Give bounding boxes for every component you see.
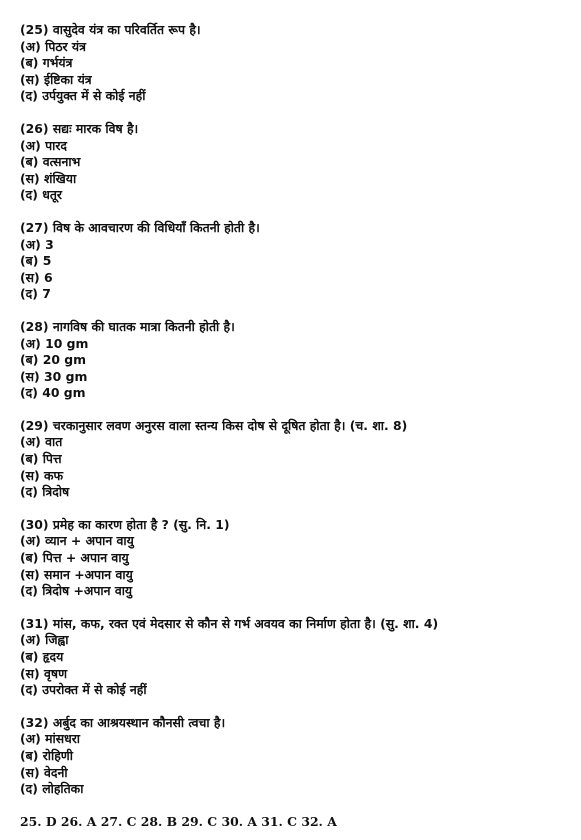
option-c: (स) ईष्टिका यंत्र	[20, 71, 92, 87]
question-text: (26) सद्यः मारक विष है।	[20, 120, 139, 136]
question-text: (30) प्रमेह का कारण होता है ? (सु. नि. 1)	[20, 516, 230, 532]
question-26	[20, 121, 570, 204]
question-27	[20, 220, 570, 303]
option-c: (स) वेदनी	[20, 764, 68, 780]
question-31	[20, 616, 570, 699]
question-text: (27) विष के आवचारण की विधियाँ कितनी होती है।	[20, 219, 260, 235]
question-32	[20, 715, 570, 798]
option-c: (स) वृषण	[20, 665, 68, 681]
option-d: (द) धतूर	[20, 187, 62, 203]
option-c: (स) समान +अपान वायु	[20, 566, 133, 582]
option-c: (स) शंखिया	[20, 170, 77, 186]
question-text: (31) मांस, कफ, रक्त एवं मेदसार से कौन से गर्भ अवयव का निर्माण होता है। (सु. शा. 4)	[20, 615, 439, 631]
option-d: (द) लोहतिका	[20, 781, 84, 797]
option-a: (अ) मांसधरा	[20, 731, 80, 747]
option-a: (अ) 10 gm	[20, 335, 89, 351]
option-d: (द) त्रिदोष	[20, 484, 70, 500]
question-text: (32) अर्बुद का आश्रयस्थान कौनसी त्वचा है।	[20, 714, 226, 730]
option-d: (द) उपरोक्त में से कोई नहीं	[20, 682, 147, 698]
question-28	[20, 319, 570, 402]
option-b: (ब) हृदय	[20, 649, 64, 664]
option-b: (ब) 5	[20, 253, 52, 269]
option-b: (ब) वत्सनाभ	[20, 154, 81, 170]
option-c: (स) 30 gm	[20, 368, 88, 384]
option-b: (ब) पित्त	[20, 451, 62, 467]
option-b: (ब) पित्त + अपान वायु	[20, 550, 129, 566]
option-d: (द) उर्पयुक्त में से कोई नहीं	[20, 88, 146, 104]
option-d: (द) त्रिदोष +अपान वायु	[20, 583, 133, 599]
option-c: (स) कफ	[20, 467, 64, 483]
question-29	[20, 418, 570, 501]
option-a: (अ) पारद	[20, 137, 68, 153]
question-text: (29) चरकानुसार लवण अनुरस वाला स्तन्य किस दोष से दूषित होता है। (च. शा. 8)	[20, 417, 408, 433]
option-a: (अ) 3	[20, 236, 54, 252]
option-a: (अ) व्यान + अपान वायु	[20, 533, 134, 549]
option-a: (अ) वात	[20, 434, 63, 450]
option-a: (अ) पिठर यंत्र	[20, 38, 86, 54]
option-a: (अ) जिह्वा	[20, 632, 69, 648]
question-text: (25) वासुदेव यंत्र का परिवर्तित रूप है।	[20, 22, 201, 37]
option-b: (ब) 20 gm	[20, 352, 87, 368]
option-b: (ब) रोहिणी	[20, 747, 73, 763]
option-b: (ब) गर्भयंत्र	[20, 55, 73, 71]
question-sheet	[20, 22, 570, 830]
answer-key: 25. D 26. A 27. C 28. B 29. C 30. A 31. C 32. A	[20, 813, 337, 829]
option-c: (स) 6	[20, 269, 53, 285]
question-30	[20, 517, 570, 600]
question-25	[20, 22, 570, 105]
option-d: (द) 40 gm	[20, 385, 86, 401]
option-d: (द) 7	[20, 286, 51, 302]
question-text: (28) नागविष की घातक मात्रा कितनी होती है।	[20, 318, 235, 334]
